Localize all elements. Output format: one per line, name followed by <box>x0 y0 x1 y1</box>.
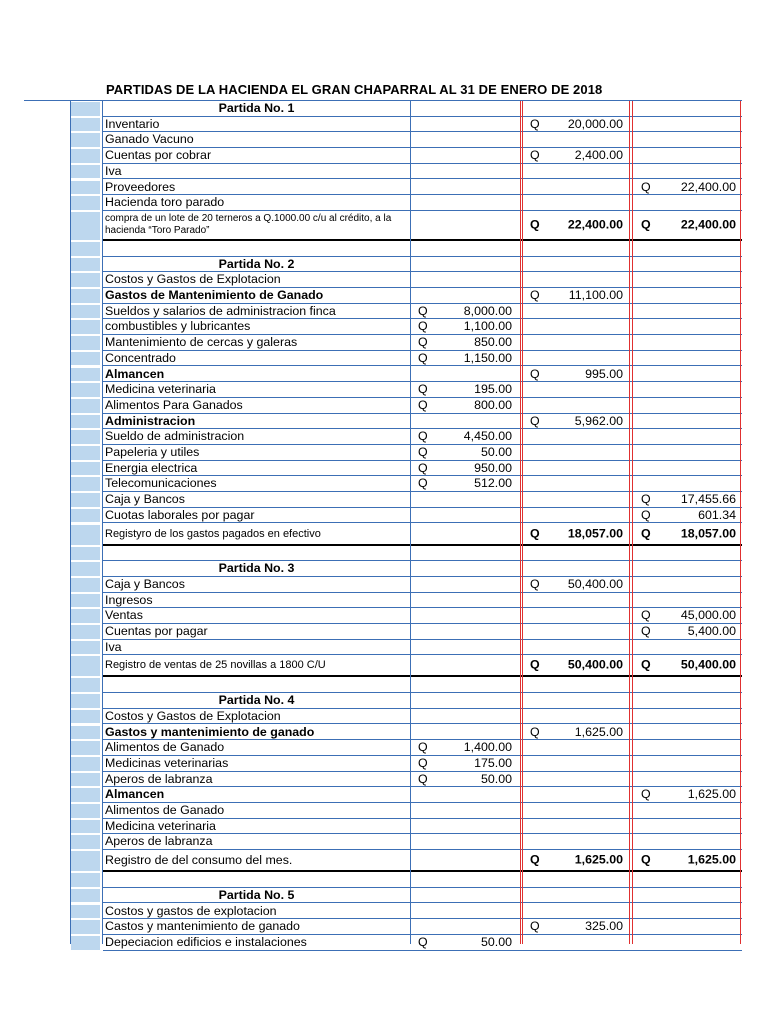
gutter-cell <box>71 710 100 724</box>
gutter-cell <box>71 212 100 240</box>
account-name: Energia electrica <box>105 460 198 475</box>
journal-row <box>103 787 742 803</box>
journal-row <box>103 351 742 367</box>
amount-value: 1,625.00 <box>574 852 623 867</box>
gutter-cell <box>71 383 100 397</box>
account-name: Cuotas laborales por pagar <box>105 507 255 522</box>
journal-row <box>103 164 742 180</box>
gutter-cell <box>71 741 100 755</box>
account-name: Ganado Vacuno <box>105 132 194 147</box>
currency-symbol: Q <box>418 319 428 334</box>
account-name: Alimentos de Ganado <box>105 803 225 817</box>
gutter-cell <box>71 694 100 708</box>
parcial-amount <box>410 772 518 787</box>
partida-heading: Partida No. 1 <box>218 101 295 115</box>
amount-value: 45,000.00 <box>680 608 736 623</box>
debe-amount <box>522 919 629 934</box>
journal-row <box>103 241 742 257</box>
gutter-cell <box>71 305 100 319</box>
currency-symbol: Q <box>641 507 651 522</box>
gutter-cell <box>71 625 100 639</box>
amount-value: 5,962.00 <box>574 413 623 428</box>
journal-row <box>103 211 742 241</box>
account-name <box>105 872 408 887</box>
parcial-amount <box>410 476 518 491</box>
currency-symbol: Q <box>530 148 540 163</box>
currency-symbol: Q <box>530 288 540 302</box>
journal-row <box>103 725 742 741</box>
gutter-cell <box>71 609 100 623</box>
gutter-cell <box>71 851 100 871</box>
amount-value: 22,400.00 <box>567 217 623 232</box>
account-name: Gastos y mantenimiento de ganado <box>105 724 315 739</box>
journal-row <box>103 888 742 904</box>
gutter-cell <box>71 547 100 561</box>
currency-symbol: Q <box>641 852 651 867</box>
gutter-cell <box>71 905 100 919</box>
currency-symbol: Q <box>641 492 651 507</box>
journal-row <box>103 935 742 951</box>
account-name: Caja y Bancos <box>105 576 185 591</box>
journal-row <box>103 608 742 624</box>
amount-value: 18,057.00 <box>567 526 623 540</box>
currency-symbol: Q <box>530 576 540 591</box>
currency-symbol: Q <box>530 116 540 131</box>
haber-amount <box>633 850 742 870</box>
gutter-cell <box>71 320 100 334</box>
journal-row <box>103 655 742 677</box>
account-name: Mantenimiento de cercas y galeras <box>105 335 298 350</box>
amount-value: 50,400.00 <box>567 657 623 672</box>
journal-row <box>103 398 742 414</box>
debe-amount <box>522 117 629 132</box>
journal-row <box>103 429 742 445</box>
account-name: Costos y Gastos de Explotacion <box>105 272 281 287</box>
partida-heading: Partida No. 2 <box>218 256 295 271</box>
account-name: Almancen <box>105 787 165 802</box>
debe-amount <box>522 524 629 544</box>
currency-symbol: Q <box>418 397 428 412</box>
journal-row <box>103 693 742 709</box>
journal-row <box>103 772 742 788</box>
gutter-cell <box>71 820 100 834</box>
gutter-cell <box>71 757 100 771</box>
gutter-cell <box>71 242 100 256</box>
currency-symbol: Q <box>641 624 651 638</box>
currency-symbol: Q <box>418 934 428 949</box>
parcial-amount <box>410 335 518 350</box>
amount-value: 195.00 <box>474 382 512 397</box>
amount-value: 11,100.00 <box>568 288 623 302</box>
gutter-cell <box>71 804 100 818</box>
account-name: Castos y mantenimiento de ganado <box>105 919 300 934</box>
gutter-cell <box>71 165 100 179</box>
journal-row <box>103 546 742 562</box>
journal-row <box>103 272 742 288</box>
amount-value: 995.00 <box>585 366 623 381</box>
journal-row <box>103 148 742 164</box>
row-gutter <box>70 101 103 944</box>
journal-row <box>103 132 742 148</box>
account-name: compra de un lote de 20 terneros a Q.1000.00 c/u al crédito, a la hacienda “Toro Parado” <box>105 212 392 236</box>
description-left-line <box>102 101 103 944</box>
debe-amount <box>522 725 629 740</box>
partida-heading: Partida No. 5 <box>218 887 295 902</box>
gutter-cell <box>71 446 100 460</box>
parcial-left-line <box>410 101 411 944</box>
journal-row <box>103 819 742 835</box>
amount-value: 325.00 <box>585 919 623 934</box>
amount-value: 1,400.00 <box>463 740 512 755</box>
journal-row <box>103 756 742 772</box>
gutter-cell <box>71 788 100 802</box>
currency-symbol: Q <box>530 657 540 672</box>
journal-row <box>103 904 742 920</box>
gutter-cell <box>71 509 100 523</box>
amount-value: 20,000.00 <box>567 116 623 131</box>
currency-symbol: Q <box>418 740 428 755</box>
account-name: Ventas <box>105 608 143 623</box>
currency-symbol: Q <box>530 526 540 540</box>
journal-row <box>103 195 742 211</box>
gutter-cell <box>71 368 100 382</box>
currency-symbol: Q <box>641 608 651 623</box>
amount-value: 4,450.00 <box>463 429 512 444</box>
gutter-cell <box>71 336 100 350</box>
gutter-cell <box>71 641 100 655</box>
journal-row <box>103 677 742 693</box>
amount-value: 1,100.00 <box>463 319 512 334</box>
gutter-cell <box>71 678 100 692</box>
gutter-cell <box>71 873 100 887</box>
gutter-cell <box>71 656 100 676</box>
journal-row <box>103 335 742 351</box>
account-name: Sueldos y salarios de administracion finca <box>105 303 336 318</box>
journal-row <box>103 709 742 725</box>
account-name: Costos y gastos de explotacion <box>105 903 277 918</box>
amount-value: 50.00 <box>480 445 512 459</box>
parcial-amount <box>410 740 518 755</box>
gutter-cell <box>71 525 100 545</box>
amount-value: 17,455.66 <box>680 492 736 507</box>
debe-amount <box>522 655 629 675</box>
account-name: Caja y Bancos <box>105 492 185 507</box>
journal-row <box>103 257 742 273</box>
debe-amount <box>522 367 629 382</box>
haber-amount <box>633 180 742 195</box>
haber-amount <box>633 655 742 675</box>
account-name: Telecomunicaciones <box>105 476 217 491</box>
journal-row <box>103 508 742 524</box>
journal-row <box>103 919 742 935</box>
journal-row <box>103 492 742 508</box>
gutter-cell <box>71 477 100 491</box>
parcial-amount <box>410 351 518 366</box>
journal-row <box>103 180 742 196</box>
currency-symbol: Q <box>641 217 651 232</box>
amount-value: 50.00 <box>480 934 512 949</box>
account-name: Hacienda toro parado <box>105 195 225 210</box>
account-name: Depeciacion edificios e instalaciones <box>105 934 307 949</box>
gutter-left-line <box>70 101 71 944</box>
currency-symbol: Q <box>530 366 540 381</box>
amount-value: 2,400.00 <box>574 148 623 163</box>
currency-symbol: Q <box>418 755 428 770</box>
haber-amount <box>633 211 742 239</box>
currency-symbol: Q <box>641 526 651 540</box>
amount-value: 50.00 <box>480 771 512 786</box>
journal-row <box>103 640 742 656</box>
haber-amount <box>633 508 742 523</box>
parcial-amount <box>410 445 518 460</box>
account-name: Cuentas por cobrar <box>105 148 212 163</box>
debe-right-red-line <box>629 101 630 944</box>
haber-amount <box>633 624 742 639</box>
gutter-cell <box>71 102 100 116</box>
gutter-cell <box>71 594 100 608</box>
amount-value: 1,625.00 <box>574 724 623 739</box>
journal-row <box>103 304 742 320</box>
currency-symbol: Q <box>641 657 651 672</box>
amount-value: 1,150.00 <box>463 350 512 365</box>
debe-amount <box>522 148 629 163</box>
account-name <box>105 241 408 256</box>
debe-amount <box>522 211 629 239</box>
debe-amount <box>522 850 629 870</box>
journal-row <box>103 117 742 133</box>
amount-value: 175.00 <box>474 755 512 770</box>
parcial-amount <box>410 429 518 444</box>
gutter-cell <box>71 289 100 303</box>
gutter-cell <box>71 835 100 849</box>
currency-symbol: Q <box>530 852 540 867</box>
debe-amount <box>522 288 629 303</box>
parcial-amount <box>410 319 518 334</box>
amount-value: 512.00 <box>474 476 512 491</box>
amount-value: 601.34 <box>698 507 736 522</box>
account-name: Gastos de Mantenimiento de Ganado <box>105 288 324 302</box>
gutter-cell <box>71 181 100 195</box>
account-name: Registro de ventas de 25 novillas a 1800 C/U <box>105 659 326 672</box>
currency-symbol: Q <box>530 724 540 739</box>
account-name: Almancen <box>105 366 165 381</box>
journal-row <box>103 803 742 819</box>
debe-amount <box>522 577 629 592</box>
haber-right-red-line <box>740 101 741 944</box>
currency-symbol: Q <box>641 179 651 194</box>
account-name: Sueldo de administracion <box>105 429 245 444</box>
gutter-cell <box>71 430 100 444</box>
account-name: Medicina veterinaria <box>105 382 216 397</box>
gutter-cell <box>71 936 100 950</box>
account-name: Aperos de labranza <box>105 771 213 786</box>
account-name: Registro de del consumo del mes. <box>105 852 293 867</box>
parcial-amount <box>410 756 518 771</box>
haber-amount <box>633 608 742 623</box>
currency-symbol: Q <box>530 413 540 428</box>
journal-row <box>103 414 742 430</box>
debe-amount <box>522 414 629 429</box>
journal-row <box>103 382 742 398</box>
journal-row <box>103 524 742 546</box>
currency-symbol: Q <box>418 335 428 350</box>
gutter-cell <box>71 258 100 272</box>
parcial-amount <box>410 304 518 319</box>
account-name: Alimentos Para Ganados <box>105 397 243 412</box>
account-name: Cuentas por pagar <box>105 624 208 638</box>
debe-left-red-line <box>520 101 521 944</box>
amount-value: 50,400.00 <box>680 657 736 672</box>
gutter-cell <box>71 118 100 132</box>
journal-row <box>103 445 742 461</box>
haber-amount <box>633 787 742 802</box>
account-name: combustibles y lubricantes <box>105 319 251 334</box>
haber-amount <box>633 492 742 507</box>
journal-row <box>103 593 742 609</box>
journal-ledger <box>70 101 742 949</box>
gutter-cell <box>71 920 100 934</box>
haber-left-red-line <box>632 101 633 944</box>
partida-heading: Partida No. 4 <box>218 693 295 708</box>
account-name: Proveedores <box>105 179 176 194</box>
debe-left-red-line-inner <box>522 101 523 944</box>
page-title: PARTIDAS DE LA HACIENDA EL GRAN CHAPARRAL AL 31 DE ENERO DE 2018 <box>106 82 603 97</box>
journal-row <box>103 561 742 577</box>
gutter-cell <box>71 352 100 366</box>
gutter-cell <box>71 493 100 507</box>
currency-symbol: Q <box>418 476 428 491</box>
gutter-cell <box>71 726 100 740</box>
amount-value: 5,400.00 <box>687 624 736 638</box>
account-name <box>105 677 408 692</box>
amount-value: 800.00 <box>474 397 512 412</box>
journal-row <box>103 288 742 304</box>
account-name <box>105 546 408 561</box>
account-name: Inventario <box>105 116 160 131</box>
journal-row <box>103 101 742 117</box>
gutter-cell <box>71 773 100 787</box>
currency-symbol: Q <box>418 382 428 397</box>
gutter-cell <box>71 889 100 903</box>
account-name: Concentrado <box>105 350 176 365</box>
journal-row <box>103 476 742 492</box>
amount-value: 22,400.00 <box>680 217 736 232</box>
parcial-amount <box>410 398 518 413</box>
journal-row <box>103 624 742 640</box>
account-name: Alimentos de Ganado <box>105 740 225 755</box>
account-name: Ingresos <box>105 592 153 607</box>
journal-row <box>103 461 742 477</box>
journal-row <box>103 367 742 383</box>
journal-row <box>103 872 742 888</box>
account-name: Registyro de los gastos pagados en efectivo <box>105 527 321 540</box>
journal-row <box>103 319 742 335</box>
gutter-cell <box>71 399 100 413</box>
account-name: Medicinas veterinarias <box>105 755 229 770</box>
currency-symbol: Q <box>530 217 540 232</box>
currency-symbol: Q <box>418 350 428 365</box>
currency-symbol: Q <box>641 787 651 802</box>
amount-value: 1,625.00 <box>687 787 736 802</box>
gutter-cell <box>71 415 100 429</box>
journal-row <box>103 740 742 756</box>
account-name: Iva <box>105 163 122 178</box>
gutter-cell <box>71 196 100 210</box>
amount-value: 950.00 <box>474 460 512 475</box>
gutter-cell <box>71 462 100 476</box>
currency-symbol: Q <box>418 460 428 475</box>
currency-symbol: Q <box>418 303 428 318</box>
amount-value: 50,400.00 <box>567 576 623 591</box>
partida-heading: Partida No. 3 <box>218 561 295 576</box>
amount-value: 850.00 <box>474 335 512 350</box>
amount-value: 8,000.00 <box>463 303 512 318</box>
amount-value: 18,057.00 <box>680 526 736 540</box>
amount-value: 22,400.00 <box>680 179 736 194</box>
parcial-amount <box>410 382 518 397</box>
account-name: Costos y Gastos de Explotacion <box>105 708 281 723</box>
currency-symbol: Q <box>418 445 428 459</box>
journal-row <box>103 834 742 850</box>
account-name: Iva <box>105 639 122 654</box>
haber-amount <box>633 524 742 544</box>
gutter-cell <box>71 133 100 147</box>
currency-symbol: Q <box>418 771 428 786</box>
gutter-cell <box>71 149 100 163</box>
parcial-amount <box>410 461 518 476</box>
account-name: Papeleria y utiles <box>105 445 200 459</box>
currency-symbol: Q <box>530 919 540 934</box>
gutter-cell <box>71 578 100 592</box>
account-name: Administracion <box>105 413 196 428</box>
gutter-cell <box>71 273 100 287</box>
currency-symbol: Q <box>418 429 428 444</box>
journal-row <box>103 577 742 593</box>
parcial-amount <box>410 935 518 950</box>
account-name: Aperos de labranza <box>105 834 213 849</box>
account-name: Medicina veterinaria <box>105 818 216 833</box>
journal-row <box>103 850 742 872</box>
amount-value: 1,625.00 <box>687 852 736 867</box>
gutter-cell <box>71 562 100 576</box>
